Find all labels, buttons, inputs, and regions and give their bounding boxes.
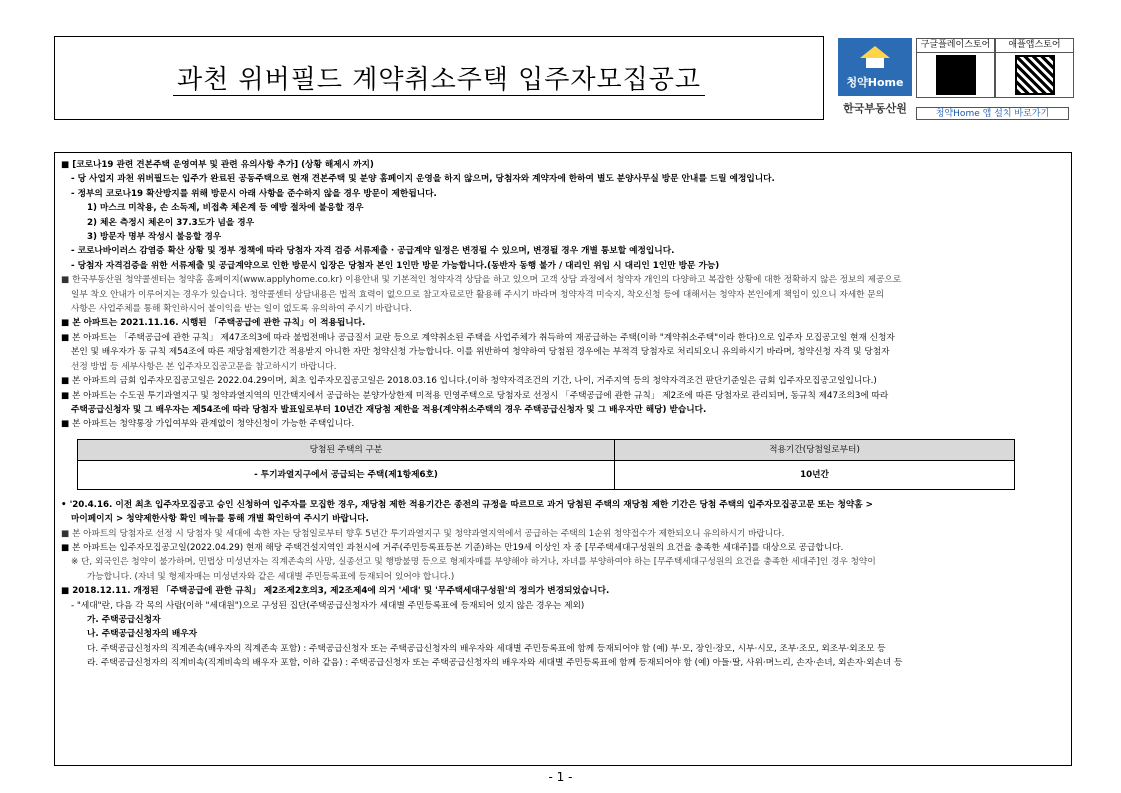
household-item: 다. 주택공급신청자의 직계존속(배우자의 직계존속 포함) : 주택공급신청자 또는 주택공급신청자의 배우자와 세대별 주민등록표에 함께 등재되어야 함 (예) 부·모, 장인·장모, 시부·시모, 조부·조모, 외조부·외조모 등 [87,643,886,654]
prev-announcement-notice: 마이페이지 > 청약제한사항 확인 메뉴를 통해 개별 확인하여 주시기 바랍니다. [71,514,369,525]
covid-item: - 당첨자 자격검증을 위한 서류제출 및 공급계약으로 인한 방문시 입장은 당첨자 본인 1인만 방문 가능합니다.(동반자 동행 불가 / 대리인 위임 시 대리인 1인만 방문 가능) [71,260,720,271]
covid-item: - 당 사업지 과천 위버필드는 입주가 완료된 공동주택으로 현재 견본주택 및 분양 홈페이지 운영을 하지 않으며, 당첨자와 계약자에 한하여 별도 분양사무실 방문 안내를 드릴 예정입니다. [71,174,775,185]
page-title: 과천 위버필드 계약취소주택 입주자모집공고 [173,65,705,96]
app-store-label: 애플앱스토어 [996,39,1073,53]
logo-label: 청약Home [846,76,904,89]
page-number: - 1 - [548,770,573,784]
cancel-housing-notice: 선정 방법 등 세부사항은 본 입주자모집공고문을 참고하시기 바랍니다. [71,361,337,372]
foreigner-notice: 가능합니다. (자녀 및 형제자매는 미성년자와 같은 세대별 주민등록표에 등재되어 있어야 합니다.) [87,571,455,582]
foreigner-notice: ※ 단, 외국인은 청약이 불가하며, 민법상 미성년자는 직계존속의 사망, 실종선고 및 행방불명 등으로 형제자매를 부양해야 하거나, 자녀를 부양하여야 하는 [무주택세대구성원의 요건을 충족한 세대주]인 경우 청약이 [71,557,876,568]
private-housing-notice: ■ 본 아파트는 수도권 투기과열지구 및 청약과열지역의 민간택지에서 공급하는 분양가상한제 미적용 민영주택으로 당첨자로 선정시 「주택공급에 관한 규칙」 제2조에 따른 당첨자로 관리되며, 동규칙 제47조의3에 따라 [61,390,889,401]
callcenter-notice: 일부 착오 안내가 이루어지는 경우가 있습니다. 청약콜센터 상담내용은 법적 효력이 없으므로 참고자료로만 활용해 주시기 바라며 청약자격 미숙지, 착오신청 등에 대해서는 청약자 본인에게 책임이 있으니 자세한 문의 [71,289,885,300]
household-item: 라. 주택공급신청자의 직계비속(직계비속의 배우자 포함, 이하 같음) : 주택공급신청자 또는 주택공급신청자의 배우자와 세대별 주민등록표에 함께 등재되어야 함 (예) 아들·딸, 사위·며느리, 손자·손녀, 외손자·외손녀 등 [87,658,903,669]
covid-subitem: 2) 체온 측정시 체온이 37.3도가 넘을 경우 [87,217,255,228]
qr-code-icon[interactable] [938,57,974,93]
applyhome-logo[interactable] [838,38,912,120]
household-change-notice: ■ 2018.12.11. 개정된 「주택공급에 관한 규칙」 제2조제2호의3, 제2조제4에 의거 '세대' 및 '무주택세대구성원'의 정의가 변경되었습니다. [61,586,610,597]
logo-org: 한국부동산원 [843,102,907,115]
covid-heading: ■ [코로나19 관련 견본주택 운영여부 및 관련 유의사항 추가] (상황 해제시 까지) [61,160,374,170]
title-box [54,36,824,120]
house-icon [860,46,890,58]
covid-subitem: 3) 방문자 명부 작성시 불응할 경우 [87,232,222,243]
table-header: 적용기간(당첨일로부터) [615,439,1015,460]
covid-item: - 코로나바이러스 감염증 확산 상황 및 정부 정책에 따라 당첨자 자격 검증 서류제출 · 공급계약 일정은 변경될 수 있으며, 변경될 경우 개별 통보할 예정입니다. [71,246,675,257]
table-cell: - 투기과열지구에서 공급되는 주택(제1항제6호) [78,460,615,489]
cancel-housing-notice: 본인 및 배우자가 동 규칙 제54조에 따른 재당첨제한기간 적용받지 아니한 자만 청약신청 가능합니다. 이를 위반하여 청약하여 당첨된 경우에는 부적격 당첨자로 처리되오니 유의하시기 바라며, 청약신청 자격 및 당첨자 [71,347,890,358]
google-play-label: 구글플레이스토어 [917,39,994,53]
qr-code-icon[interactable] [1017,57,1053,93]
rule-date-notice: ■ 본 아파트는 2021.11.16. 시행된 「주택공급에 관한 규칙」이 적용됩니다. [61,318,366,329]
household-item: 가. 주택공급신청자 [87,614,161,625]
table-cell: 10년간 [615,460,1015,489]
private-housing-notice: 주택공급신청자 및 그 배우자는 제54조에 따라 당첨자 발표일로부터 10년간 재당첨 제한을 적용(계약취소주택의 경우 주택공급신청자 및 그 배우자만 해당) 받습니다. [71,404,707,415]
eligibility-notice: ■ 본 아파트는 입주자모집공고일(2022.04.29) 현재 해당 주택건설지역인 과천시에 거주(주민등록표등본 기준)하는 만19세 이상인 자 중 [무주택세대구성원의 요건을 충족한 세대주]를 대상으로 공급합니다. [61,542,844,553]
google-play-qr-box[interactable] [916,38,995,98]
household-item: 나. 주택공급신청자의 배우자 [87,629,198,640]
covid-subitem: 1) 마스크 미착용, 손 소독제, 비접촉 체온계 등 예방 절차에 불응할 경우 [87,203,364,214]
cancel-housing-notice: ■ 본 아파트는 「주택공급에 관한 규칙」 제47조의3에 따라 불법전매나 공급질서 교란 등으로 계약취소된 주택을 사업주체가 취득하여 재공급하는 주택(이하 "계약취소주택"이라 한다)으로 입주자 모집공고일 현재 신청자 [61,332,895,343]
covid-item: - 정부의 코로나19 확산방지를 위해 방문시 아래 사항을 준수하지 않을 경우 방문이 제한됩니다. [71,188,437,199]
app-install-link[interactable]: 청약Home 앱 설치 바로가기 [916,107,1069,120]
callcenter-notice: 사항은 사업주체를 통해 확인하시어 불이익을 받는 일이 없도록 유의하여 주시기 바랍니다. [71,304,412,315]
bankbook-notice: ■ 본 아파트는 청약통장 가입여부와 관계없이 청약신청이 가능한 주택입니다. [61,419,355,430]
table-header-row [78,439,1015,460]
household-definition: - "세대"란, 다음 각 목의 사람(이하 "세대원")으로 구성된 집단(주택공급신청자가 세대별 주민등록표에 등재되어 있지 않은 경우는 제외) [71,600,585,611]
five-year-notice: ■ 본 아파트의 당첨자로 선정 시 당첨자 및 세대에 속한 자는 당첨일로부터 향후 5년간 투기과열지구 및 청약과열지역에서 공급하는 주택의 1순위 청약접수가 제한되오니 유의하시기 바랍니다. [61,528,785,539]
prev-announcement-notice: • '20.4.16. 이전 최초 입주자모집공고 승인 신청하여 입주자를 모집한 경우, 재당첨 제한 적용기간은 종전의 규정을 따르므로 과거 당첨된 주택의 재당첨 제한 기간은 당첨 주택의 입주자모집공고문 또는 청약홈 > [61,499,873,510]
app-store-qr-box[interactable] [995,38,1074,98]
callcenter-notice: ■ 한국부동산원 청약콜센터는 청약홈 홈페이지(www.applyhome.co.kr) 이용안내 및 기본적인 청약자격 상담을 하고 있으며 고객 상담 과정에서 청약자 개인의 다양하고 복잡한 상황에 대한 정확하지 않은 정보의 제공으로 [61,275,902,286]
table-header: 당첨된 주택의 구분 [78,439,615,460]
table-row [78,460,1015,489]
restriction-table [77,439,1015,490]
notice-body [54,152,1072,766]
announcement-date-notice: ■ 본 아파트의 금회 입주자모집공고일은 2022.04.29이며, 최초 입주자모집공고일은 2018.03.16 입니다.(이하 청약자격조건의 기간, 나이, 거주지역 등의 청약자격조건 판단기준일은 금회 입주자모집공고일입니다.) [61,376,877,387]
